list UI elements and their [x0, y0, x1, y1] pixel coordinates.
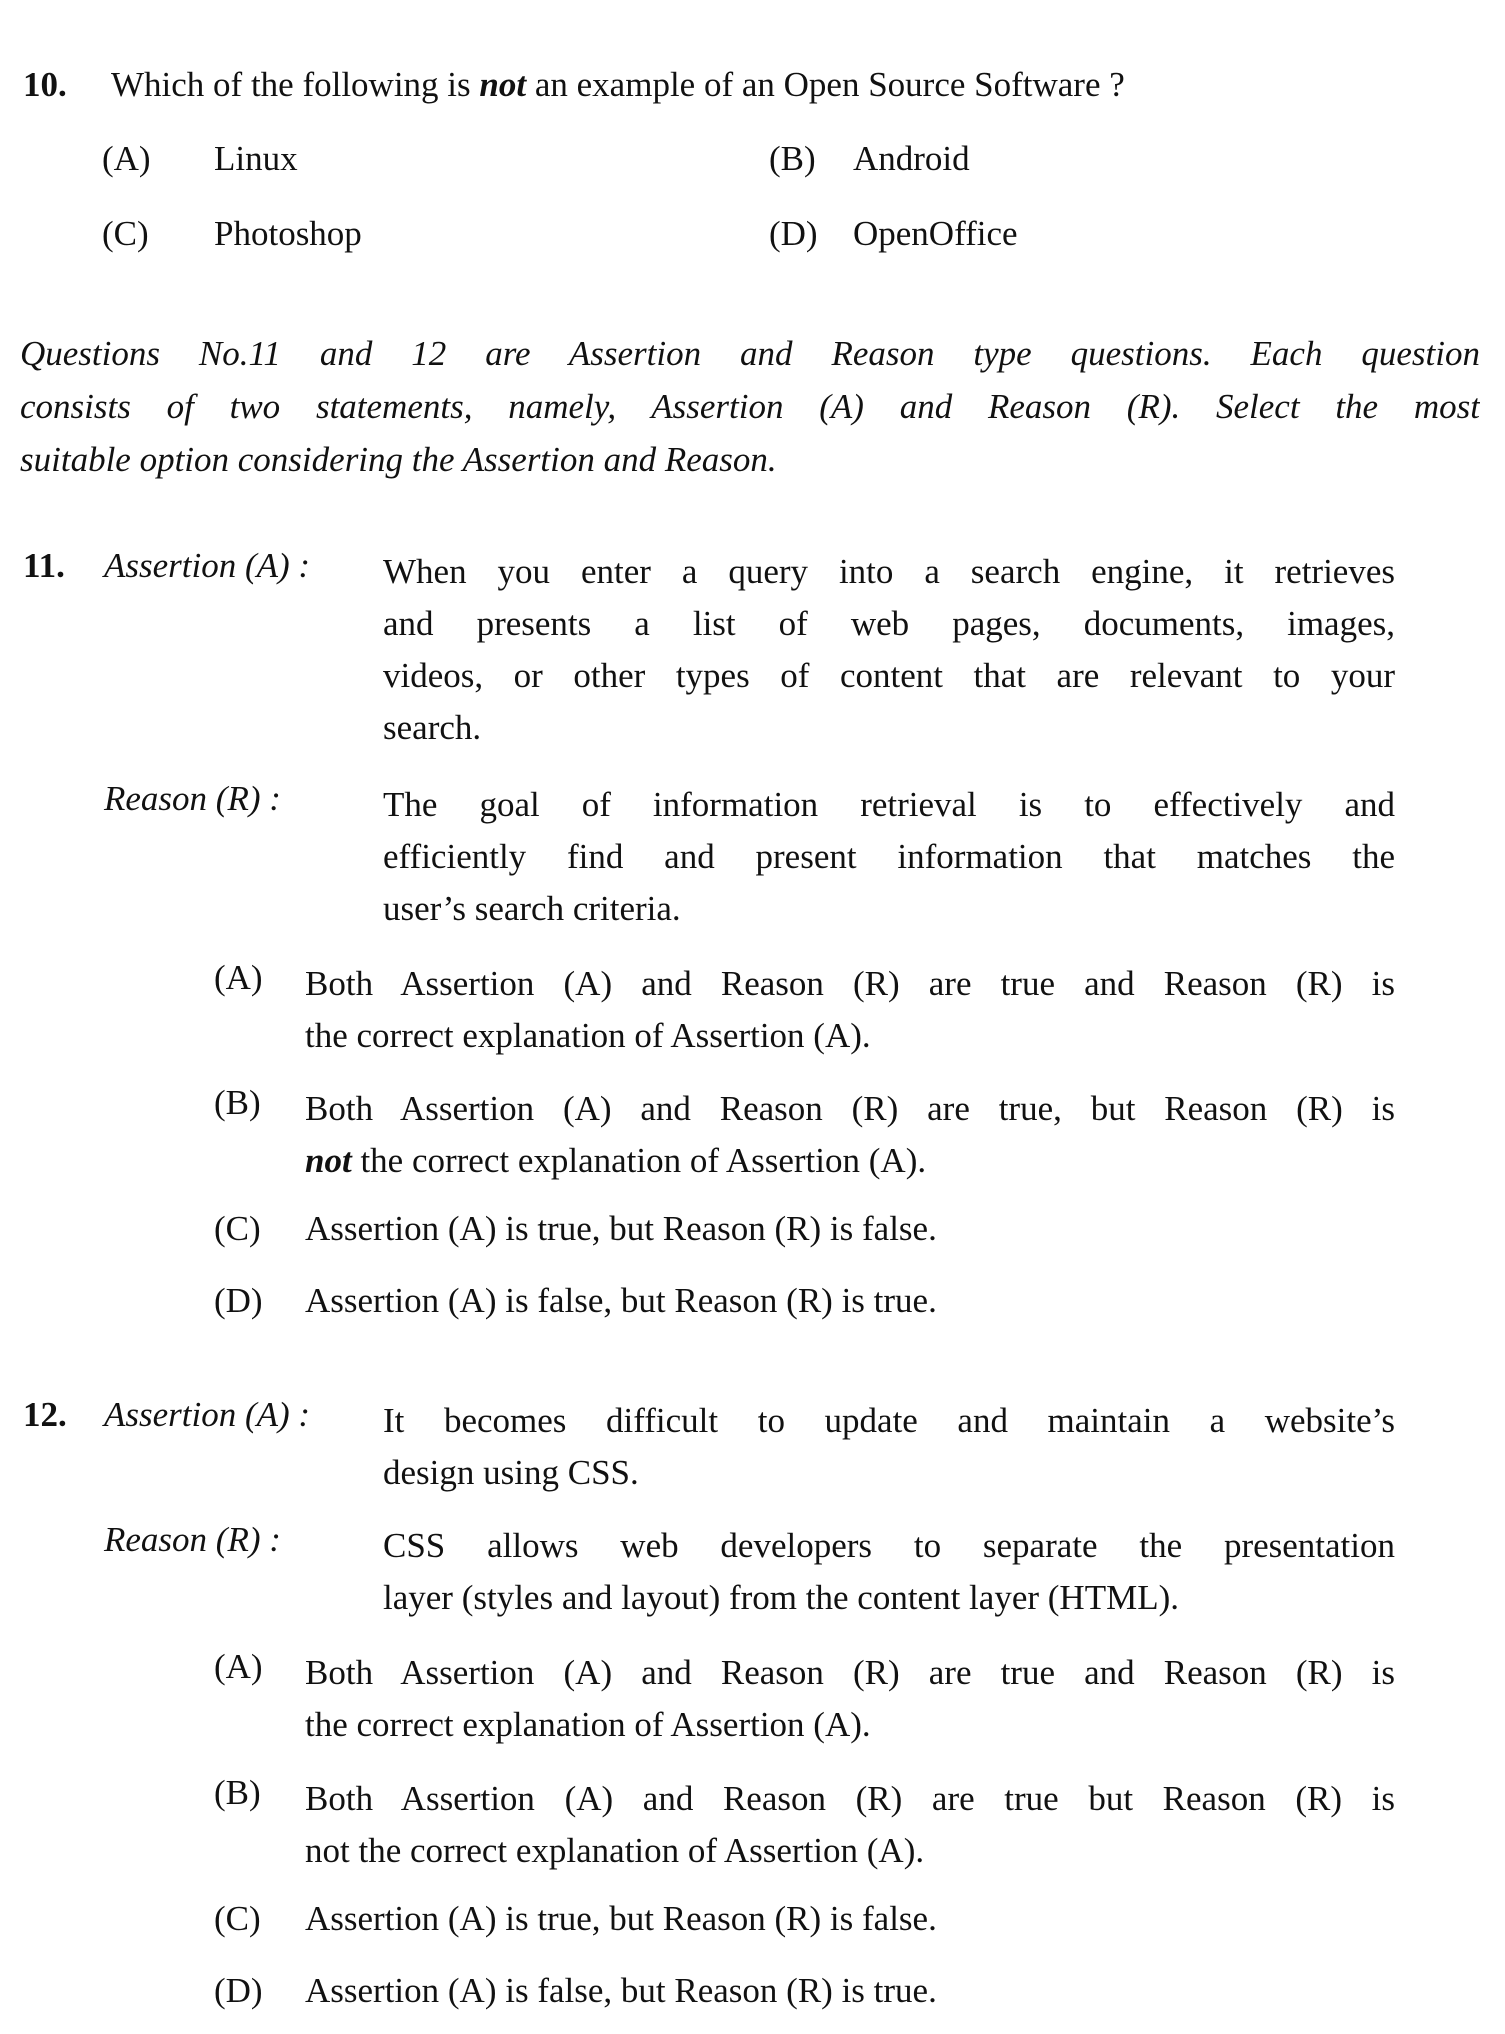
assertion-reason-instructions	[20, 327, 1480, 486]
option-letter: (C)	[102, 214, 149, 253]
text-line: design using CSS.	[383, 1453, 639, 1492]
option-text: Assertion (A) is true, but Reason (R) is false.	[305, 1209, 937, 1248]
option-text	[305, 958, 1395, 1062]
option-text: Assertion (A) is false, but Reason (R) is true.	[305, 1971, 937, 2010]
option-letter: (D)	[214, 1971, 263, 2010]
option-text: Android	[853, 139, 970, 178]
text-line: Both Assertion (A) and Reason (R) are true, but Reason (R) is	[305, 1089, 1395, 1128]
question-number: 12.	[23, 1395, 67, 1434]
text-line: efficiently find and present information that matches the	[383, 837, 1395, 876]
question-number: 11.	[23, 546, 65, 585]
text-line: the correct explanation of Assertion (A).	[305, 1705, 871, 1744]
question-text-part: Which of the following is	[111, 65, 480, 104]
option-letter: (B)	[214, 1083, 261, 1122]
instruction-line: suitable option considering the Assertion and Reason.	[20, 440, 777, 479]
option-text	[305, 1647, 1395, 1751]
text-line: and presents a list of web pages, documents, images,	[383, 604, 1395, 643]
text-line: not the correct explanation of Assertion (A).	[305, 1831, 925, 1870]
option-letter: (C)	[214, 1899, 261, 1938]
option-text: Assertion (A) is false, but Reason (R) is true.	[305, 1281, 937, 1320]
text-line: user’s search criteria.	[383, 889, 681, 928]
option-letter: (A)	[214, 958, 263, 997]
text-line: Both Assertion (A) and Reason (R) are true but Reason (R) is	[305, 1779, 1395, 1818]
option-letter: (C)	[214, 1209, 261, 1248]
option-letter: (B)	[769, 139, 816, 178]
text-line: Both Assertion (A) and Reason (R) are true and Reason (R) is	[305, 964, 1395, 1003]
emphasis-not: not	[305, 1141, 352, 1180]
question-number: 10.	[23, 65, 67, 104]
option-letter: (D)	[769, 214, 818, 253]
text-line: videos, or other types of content that are relevant to your	[383, 656, 1395, 695]
emphasis-not: not	[479, 65, 527, 104]
option-text: Assertion (A) is true, but Reason (R) is false.	[305, 1899, 937, 1938]
assertion-text	[383, 1395, 1395, 1499]
text-part: the correct explanation of Assertion (A).	[360, 1141, 927, 1180]
reason-text	[383, 779, 1395, 935]
option-text: OpenOffice	[853, 214, 1018, 253]
text-line: When you enter a query into a search engine, it retrieves	[383, 552, 1395, 591]
text-line: The goal of information retrieval is to effectively and	[383, 785, 1395, 824]
option-text: Photoshop	[214, 214, 362, 253]
assertion-label: Assertion (A) :	[104, 546, 311, 585]
reason-label: Reason (R) :	[104, 779, 281, 818]
text-line: the correct explanation of Assertion (A).	[305, 1016, 871, 1055]
question-text-part: an example of an Open Source Software ?	[526, 65, 1125, 104]
instruction-line: consists of two statements, namely, Assertion (A) and Reason (R). Select the most	[20, 387, 1480, 426]
option-letter: (A)	[102, 139, 151, 178]
reason-label: Reason (R) :	[104, 1520, 281, 1559]
question-text	[111, 65, 1125, 105]
option-letter: (B)	[214, 1773, 261, 1812]
text-line: It becomes difficult to update and maintain a website’s	[383, 1401, 1395, 1440]
text-line: CSS allows web developers to separate the presentation	[383, 1526, 1395, 1565]
option-letter: (A)	[214, 1647, 263, 1686]
option-text: Linux	[214, 139, 298, 178]
text-line	[305, 1135, 1395, 1187]
option-text	[305, 1083, 1395, 1187]
text-line: Both Assertion (A) and Reason (R) are true and Reason (R) is	[305, 1653, 1395, 1692]
assertion-label: Assertion (A) :	[104, 1395, 311, 1434]
option-text	[305, 1773, 1395, 1877]
instruction-line: Questions No.11 and 12 are Assertion and Reason type questions. Each question	[20, 334, 1480, 373]
text-line: search.	[383, 708, 482, 747]
option-letter: (D)	[214, 1281, 263, 1320]
text-line: layer (styles and layout) from the content layer (HTML).	[383, 1578, 1179, 1617]
reason-text	[383, 1520, 1395, 1624]
assertion-text	[383, 546, 1395, 754]
